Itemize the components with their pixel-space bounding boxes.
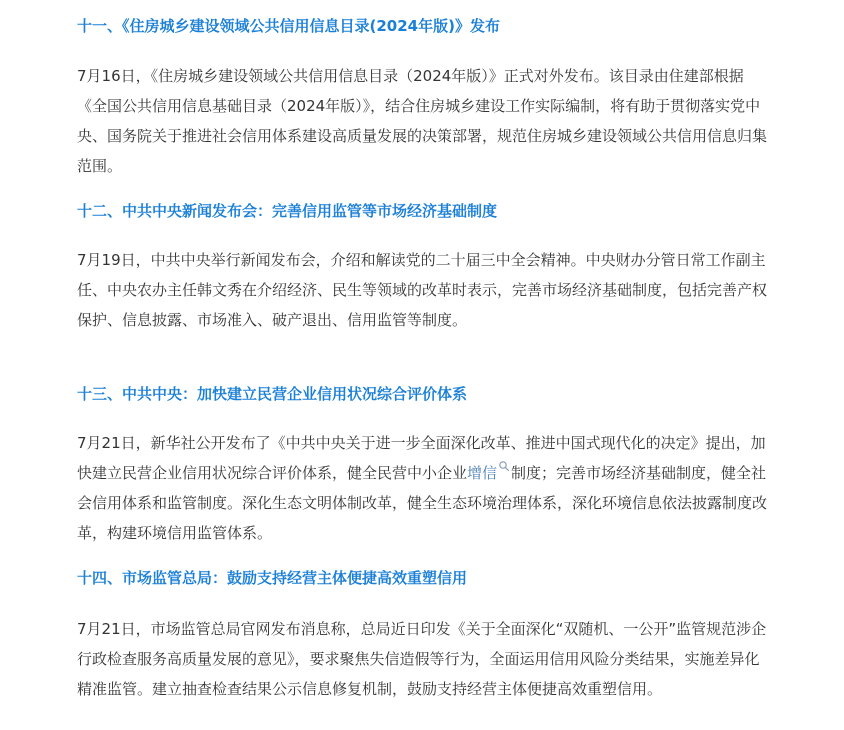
section-paragraph-11: 7月16日，《住房城乡建设领域公共信用信息目录（2024年版）》正式对外发布。该目录由住建部根据《全国公共信用信息基础目录（2024年版）》，结合住房城乡建设工作实际编制，将有助于贯彻落实党中央、国务院关于推进社会信用体系建设高质量发展的决策部署，规范住房城乡建设领域公共信用信息归集范围。: [77, 67, 768, 175]
section-heading-11: 十一、《住房城乡建设领域公共信用信息目录(2024年版)》发布: [77, 17, 500, 35]
zengxin-link[interactable]: 增信: [467, 464, 498, 482]
search-icon[interactable]: [498, 460, 510, 472]
section-heading-13: 十三、中共中央：加快建立民营企业信用状况综合评价体系: [77, 385, 468, 403]
section-paragraph-13-part1: 7月21日，新华社公开发布了《中共中央关于进一步全面深化改革、推进中国式现代化的决定》提出，加快建立民营企业信用状况综合评价体系，健全民营中小企业: [77, 434, 766, 482]
section-paragraph-12: 7月19日，中共中央举行新闻发布会，介绍和解读党的二十届三中全会精神。中央财办分管日常工作副主任、中央农办主任韩文秀在介绍经济、民生等领域的改革时表示，完善市场经济基础制度，包括完善产权保护、信息披露、市场准入、破产退出、信用监管等制度。: [77, 251, 768, 329]
section-heading-14: 十四、市场监管总局：鼓励支持经营主体便捷高效重塑信用: [77, 569, 468, 587]
section-paragraph-13: [77, 428, 767, 548]
section-paragraph-13-part2: 制度；完善市场经济基础制度，健全社会信用体系和监管制度。深化生态文明体制改革，健全生态环境治理体系，深化环境信息依法披露制度改革，构建环境信用监管体系。: [77, 464, 768, 542]
section-heading-12: 十二、中共中央新闻发布会：完善信用监管等市场经济基础制度: [77, 202, 498, 220]
section-paragraph-14: 7月21日，市场监管总局官网发布消息称，总局近日印发《关于全面深化“双随机、一公开”监管规范涉企行政检查服务高质量发展的意见》，要求聚焦失信造假等行为，全面运用信用风险分类结果，实施差异化精准监管。建立抽查检查结果公示信息修复机制，鼓励支持经营主体便捷高效重塑信用。: [77, 620, 767, 698]
